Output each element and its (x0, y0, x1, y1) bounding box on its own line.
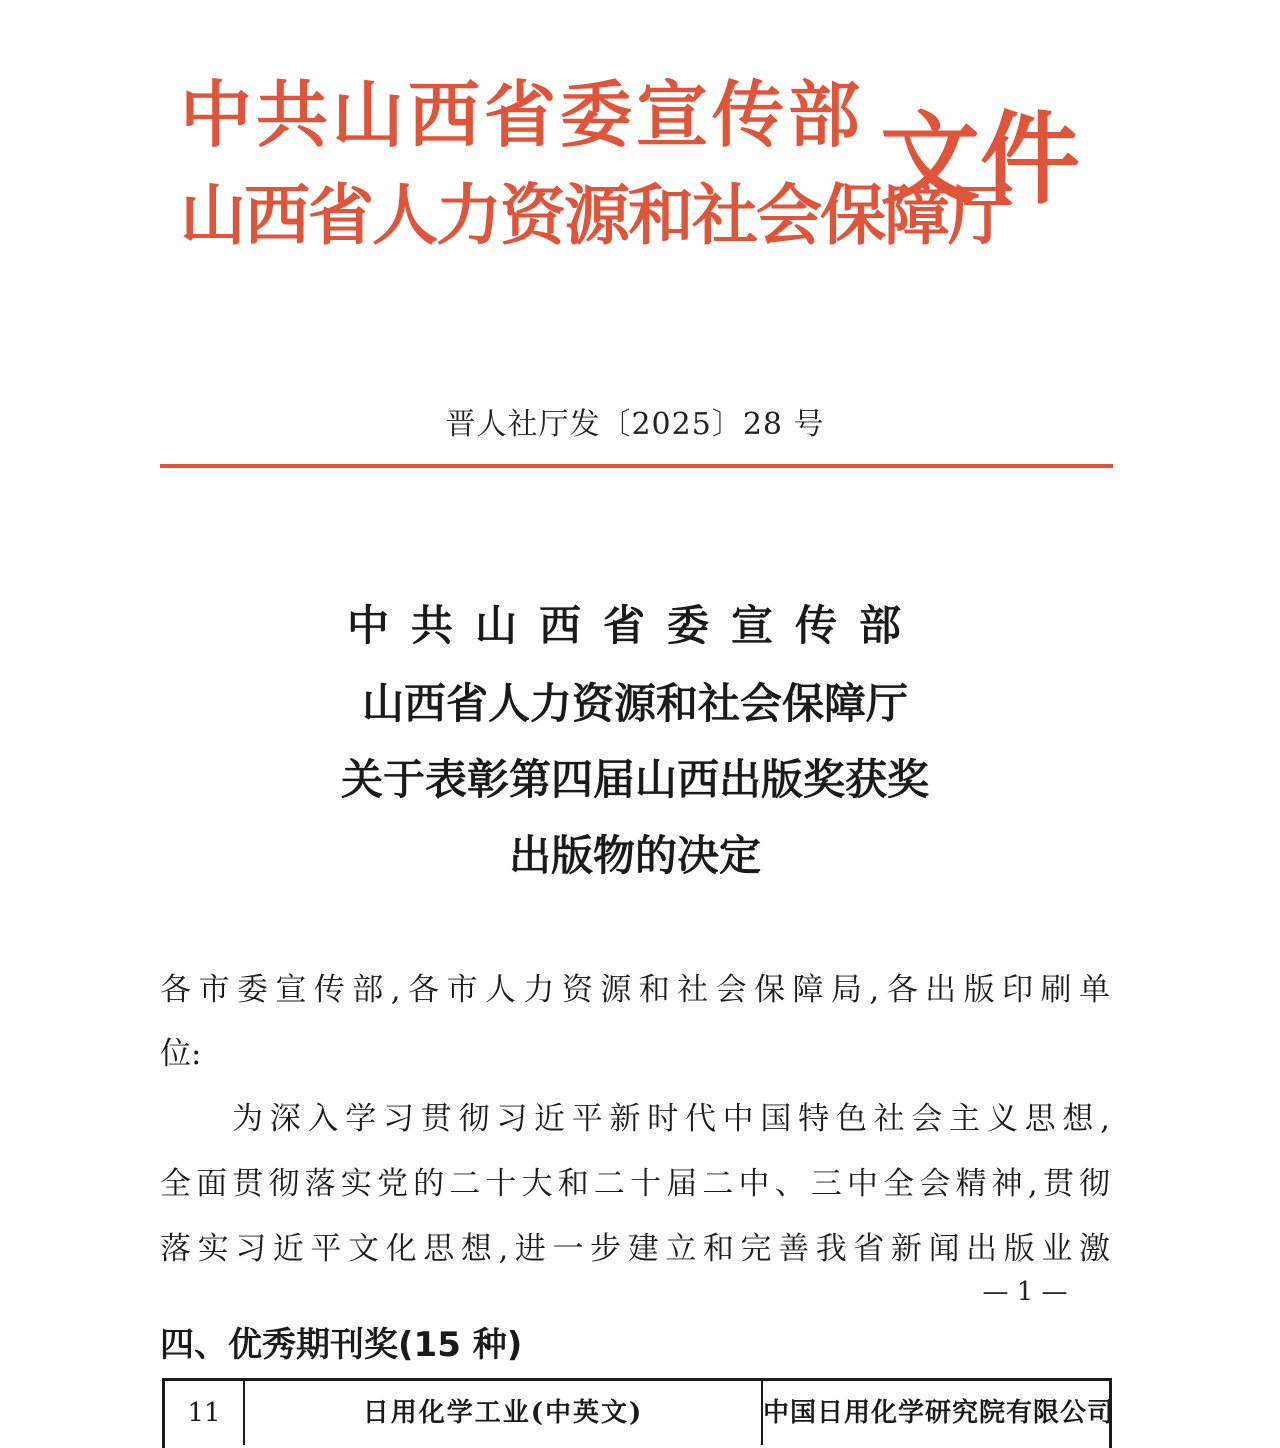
masthead-line-2: 山西省人力资源和社会保障厅 (180, 177, 1012, 254)
body-text-line-2: 全面贯彻落实党的二十大和二十届二中、三中全会精神,贯彻 (160, 1166, 1110, 1202)
table-cell-journal-title: 日用化学工业(中英文) (245, 1381, 763, 1445)
body-text-line-1: 为深入学习贯彻习近平新时代中国特色社会主义思想, (232, 1101, 1110, 1137)
award-table (162, 1378, 1115, 1448)
masthead-document-label: 文件 (880, 101, 1080, 218)
body-text-line-3: 落实习近平文化思想,进一步建立和完善我省新闻出版业激 (160, 1231, 1110, 1267)
addressee-line-1: 各市委宣传部,各市人力资源和社会保障局,各出版印刷单 (160, 972, 1110, 1008)
page-number: — 1 — (982, 1277, 1068, 1307)
title-line-4: 出版物的决定 (508, 831, 761, 880)
document-number: 晋人社厅发〔2025〕28 号 (445, 407, 825, 442)
table-cell-publisher: 中国日用化学研究院有限公司 (763, 1398, 1115, 1428)
masthead-line-1: 中共山西省委宣传部 (180, 73, 860, 157)
title-line-2: 山西省人力资源和社会保障厅 (361, 679, 908, 728)
addressee-line-2: 位: (160, 1036, 202, 1072)
title-line-1: 中共山西省委宣传部 (346, 601, 923, 650)
table-cell-number: 11 (165, 1381, 245, 1445)
title-line-3: 关于表彰第四届山西出版奖获奖 (340, 755, 929, 804)
section-heading: 四、优秀期刊奖(15 种) (160, 1325, 523, 1365)
red-divider (160, 464, 1113, 468)
